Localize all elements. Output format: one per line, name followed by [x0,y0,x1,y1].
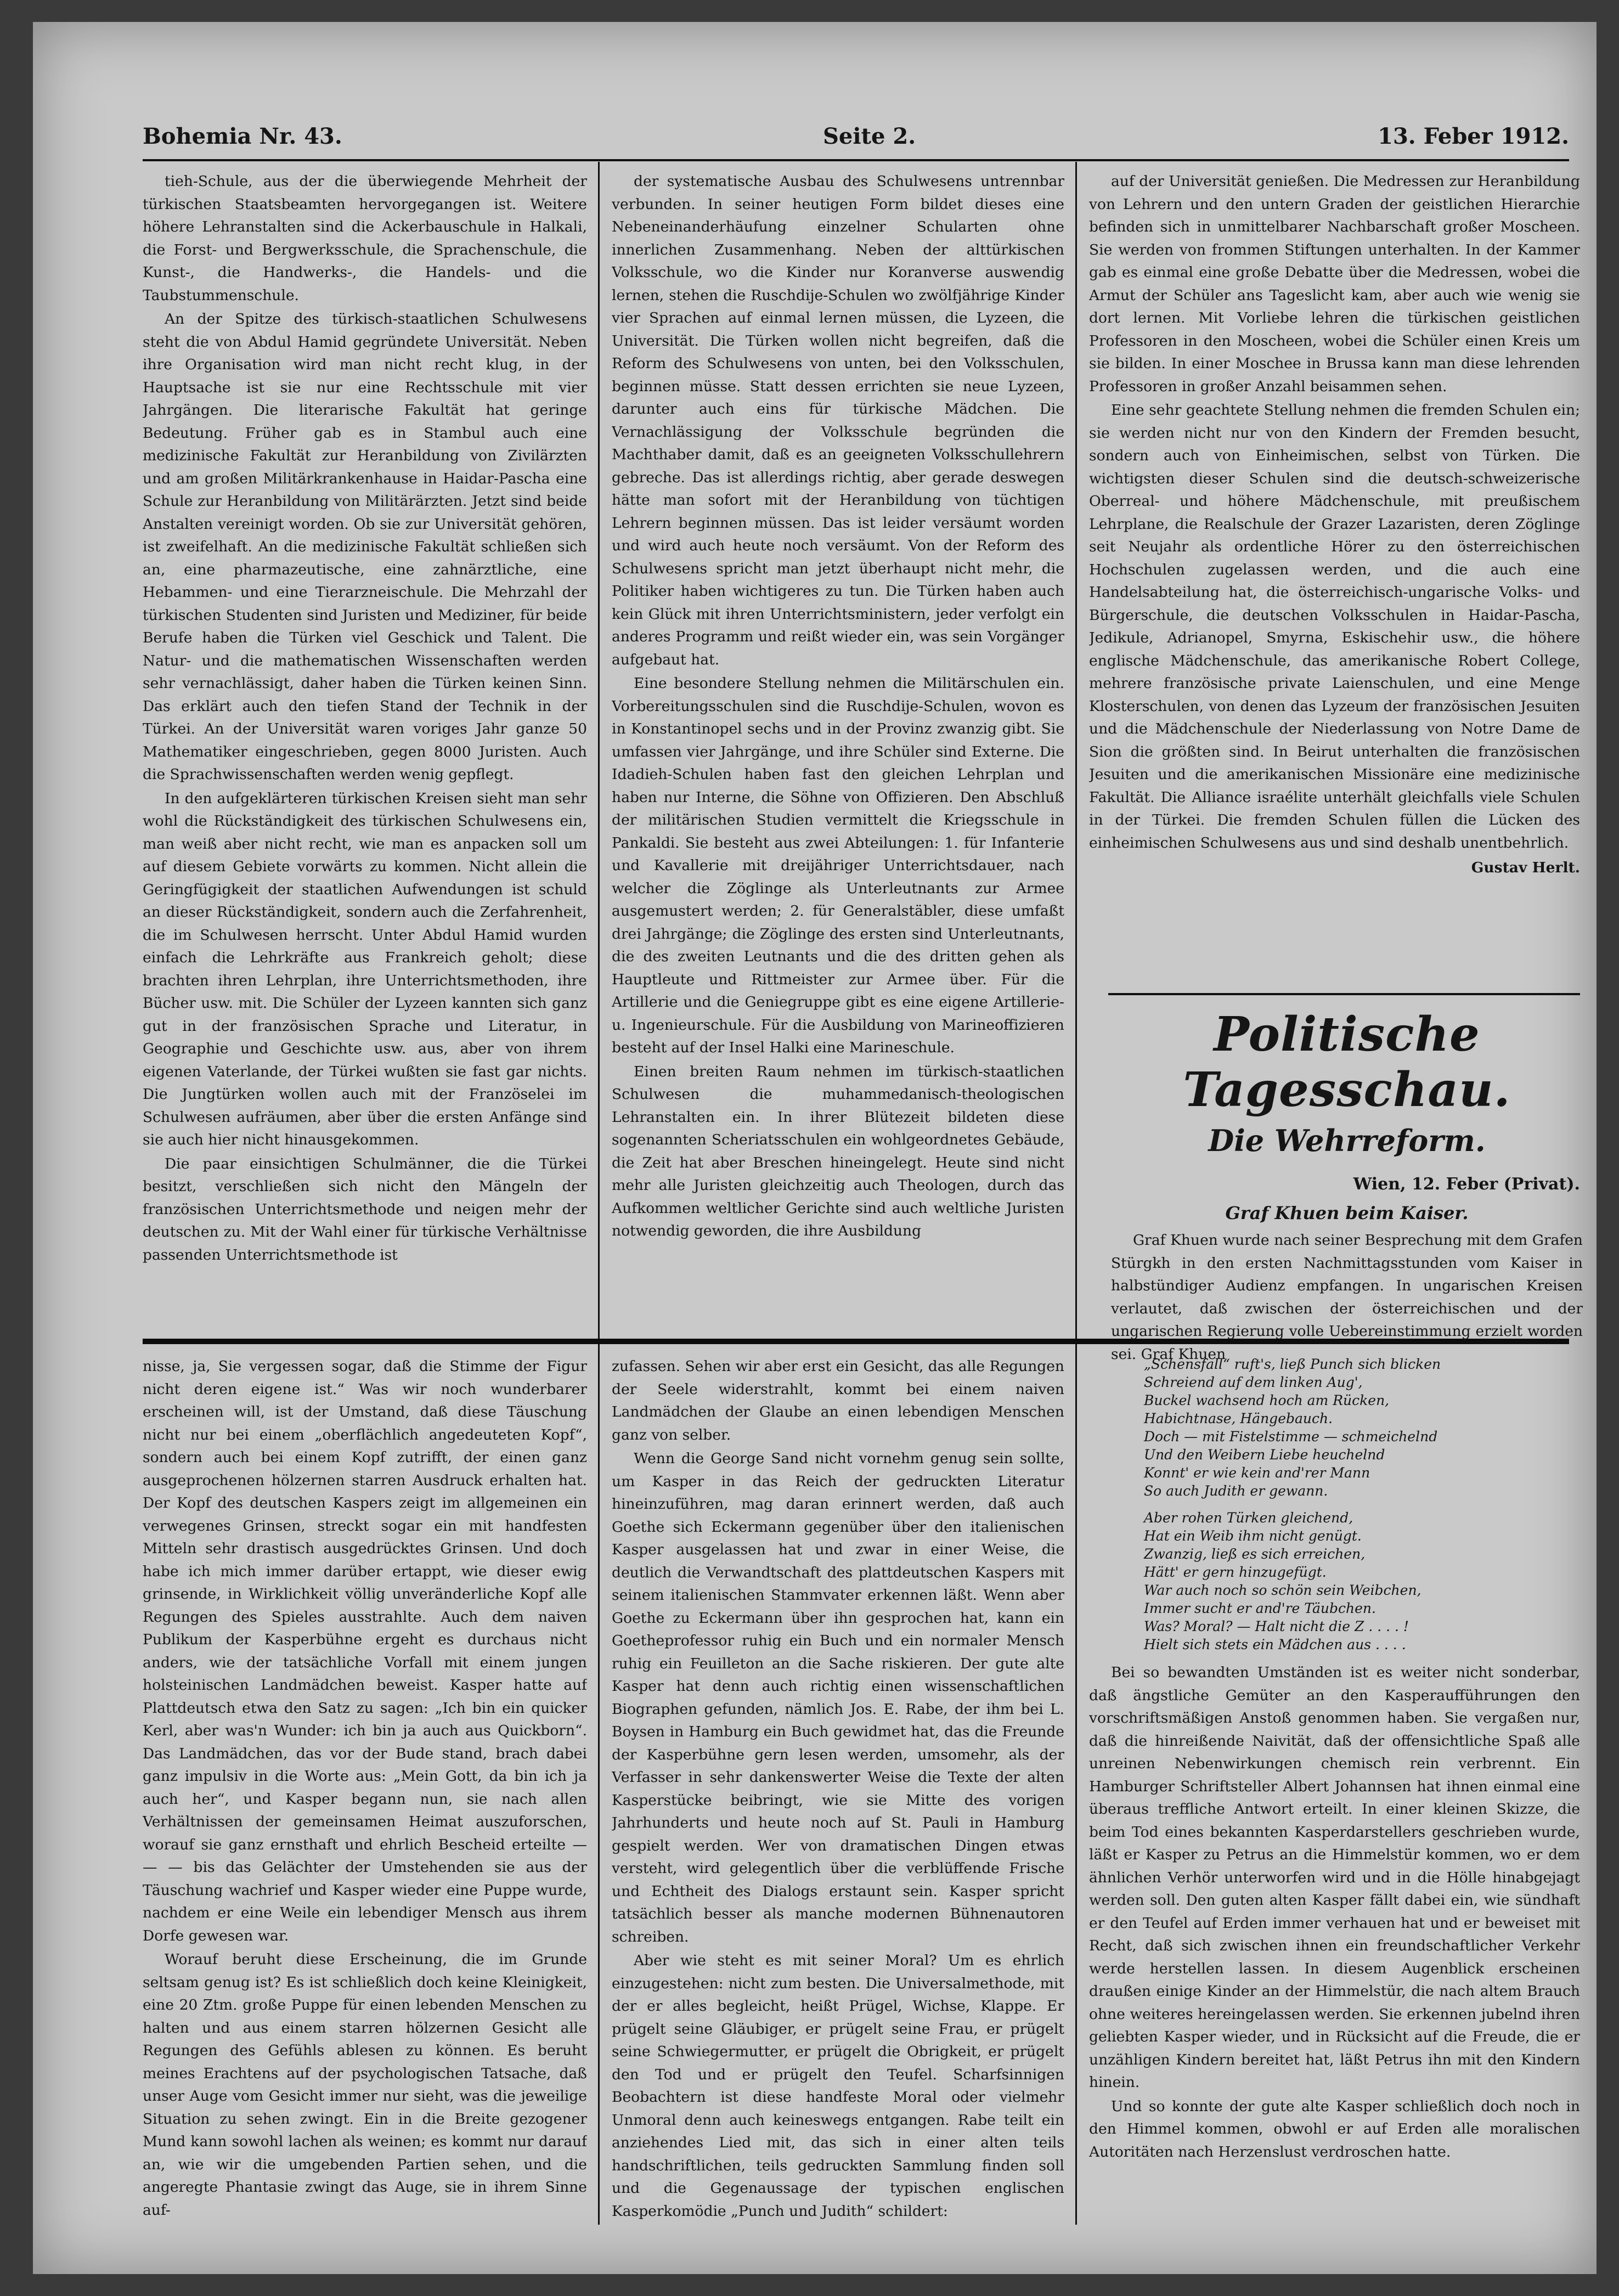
verse-line: Schreiend auf dem linken Aug', [1144,1374,1363,1390]
column-rule-2 [1075,162,1077,2225]
poem [1089,1355,1580,1654]
newspaper-page [33,22,1597,2274]
paragraph: Die paar einsichtigen Schulmänner, die die Türkei besitzt, verschließen sich nicht den Mängeln der französischen Unterrichtsmethode und neigen mehr der deutschen zu. Mit der Wahl einer für türkische Verhältnisse passenden Unterrichtsmethode ist [143,1155,587,1263]
section-subtitle: Die Wehrreform. [1208,1123,1486,1158]
verse-line: Buckel wachsend hoch am Rücken, [1144,1392,1390,1408]
bottom-column-1 [143,1355,587,2233]
verse-line: Hat ein Weib ihm nicht genügt. [1144,1528,1362,1544]
paragraph: nisse, ja, Sie vergessen sogar, daß die Stimme der Figur nicht deren eigene ist.“ Was wir noch wunderbarer erscheinen will, ist der Umstand, daß diese Täuschung nicht nur bei einem „oberflächlich angedeuteten Kopf“, sondern auch bei einem Kopf zutrifft, der einen ganz ausgeprochenen hölzernen starren Ausdruck erhalten hat. Der Kopf des deutschen Kaspers zeigt im allgemeinen ein verwegenes Grinsen, streckt sogar ein mit handfesten Mitteln sehr drastisch ausgedrücktes Grinsen. Und doch habe ich mich immer darüber ertappt, wie dieser ewig grinsende, in Wirklichkeit völlig unveränderliche Kopf alle Regungen des Spieles ausstrahlte. Auch dem naiven Publikum der Kasperbühne ergeht es durchaus nicht anders, wie der tatsächliche Vorfall mit einem jungen holsteinischen Landmädchen beweist. Kasper hatte auf Plattdeutsch etwa den Satz zu sagen: „Ich bin ein quicker Kerl, aber was'n Wunder: ich bin ja auch aus Quickborn“. Das Landmädchen, das vor der Bude stand, brach dabei ganz impulsiv in die Worte aus: „Mein Gott, da bin ich ja auch her“, und Kasper begann nun, sie nach allen Verhältnissen der gemeinsamen Heimat auszuforschen, worauf sie ganz ernsthaft und ehrlich Bescheid erteilte — — — bis das Gelächter der Umstehenden sie aus der Täuschung wachrief und Kasper wieder eine Puppe wurde, nachdem er eine Weile ein lebendiger Mensch aus ihrem Dorfe gewesen war. [143,1358,587,1944]
bottom-column-2 [612,1355,1064,2233]
verse-line: Aber rohen Türken gleichend, [1144,1510,1353,1526]
paragraph: Bei so bewandten Umständen ist es weiter nicht sonderbar, daß ängstliche Gemüter an den Kasperaufführungen den vorschriftsmäßigen Anstoß genommen haben. Sie vergaßen nur, daß die hinreißende Naivität, daß der offensichtliche Spaß alle unreinen Nebenwirkungen chemisch rein verbrennt. Ein Hamburger Schriftsteller Albert Johannsen hat ihnen einmal eine überaus treffliche Antwort erteilt. In einer kleinen Skizze, die beim Tod eines bekannten Kasperdarstellers geschrieben wurde, läßt er Kasper zu Petrus an die Himmelstür kommen, wo er dem ähnlichen Verhör unterworfen wird und in die Hölle hinabgejagt werden soll. Den guten alten Kasper fällt dabei ein, wie sündhaft er den Teufel auf Erden immer verhauen hat und er beweiset mit Recht, daß sich zwischen ihnen ein freundschaftlicher Verkehr werde herstellen lassen. In diesem Augenblick erscheinen draußen einige Kinder an der Himmelstür, die nach altem Brauch ohne weiteres hereingelassen werden. Sie erkennen jubelnd ihren geliebten Kasper wieder, und in Rücksicht auf die Freude, die er unzähligen Kindern bereitet hat, läßt Petrus ihn mit den Kindern hinein. [1089,1664,1580,2091]
header-date: 13. Feber 1912. [1378,123,1569,149]
bottom-column-3 [1089,1355,1580,2233]
verse-line: So auch Judith er gewann. [1144,1483,1328,1499]
paragraph: Wenn die George Sand nicht vornehm genug sein sollte, um Kasper in das Reich der gedruckten Literatur hineinzuführen, mag daran erinnert werden, daß auch Goethe sich Eckermann gegenüber über den italienischen Kasper ausgelassen hat und zwar in einer Weise, die deutlich die Verwandtschaft des plattdeutschen Kaspers mit seinem italienischen Stammvater erkennen läßt. Wenn aber Goethe zu Eckermann über ihn gesprochen hat, kann ein Goetheprofessor ruhig ein Buch und ein normaler Mensch ruhig ein Feuilleton an die Sache riskieren. Der gute alte Kasper hat denn auch richtig einen wissenschaftlichen Biographen gefunden, nämlich Jos. E. Rabe, der ihm bei L. Boysen in Hamburg ein Buch gewidmet hat, das die Freunde der Kasperbühne gern lesen werden, umsomehr, als der Verfasser in sehr dankenswerter Weise die Texte der alten Kasperstücke beibringt, wie sie Mitte des vorigen Jahrhunderts und heute noch auf St. Pauli in Hamburg gespielt werden. Wer von dramatischen Dingen etwas versteht, wird gelegentlich über die verblüffende Frische und Echtheit des Dialogs erstaunt sein. Kasper spricht tatsächlich besser als manche modernen Bühnenautoren schreiben. [612,1450,1064,1945]
verse-line: Hätt' er gern hinzugefügt. [1144,1564,1327,1580]
verse-line: Was? Moral? — Halt nicht die Z . . . . ! [1144,1618,1409,1634]
paragraph: Aber wie steht es mit seiner Moral? Um es ehrlich einzugestehen: nicht zum besten. Die Universalmethode, mit der er alles begleicht, heißt Prügel, Wichse, Klappe. Er prügelt seine Gläubiger, er prügelt seine Frau, er prügelt seine Schwiegermutter, er prügelt die Obrigkeit, er prügelt den Tod und er prügelt den Teufel. Scharfsinnigen Beobachtern ist diese handfeste Moral oder vielmehr Unmoral denn auch keineswegs entgangen. Rabe teilt ein anziehendes Lied mit, das sich in einer alten teils handschriftlichen, teils gedruckten Sammlung finden soll und die Gegenaussage der typischen englischen Kasperkomödie „Punch und Judith“ schildert: [612,1952,1064,2220]
paragraph: Eine sehr geachtete Stellung nehmen die fremden Schulen ein; sie werden nicht nur von den Kindern der Fremden besucht, sondern auch von Einheimischen, selbst von Türken. Die wichtigsten dieser Schulen sind die deutsch-schweizerische Oberreal- und höhere Mädchenschule, mit preußischem Lehrplane, die Realschule der Grazer Lazaristen, deren Zöglinge seit Neujahr als ordentliche Hörer zu den österreichischen Hochschulen zugelassen werden, und die auch eine Handelsabteilung hat, die österreichisch-ungarische Volks- und Bürgerschule, die deutschen Volksschulen in Haidar-Pascha, Jedikule, Adrianopel, Smyrna, Eskischehir usw., die höhere englische Mädchenschule, das amerikanische Robert College, mehrere französische private Laienschulen, und eine Menge Klosterschulen, von denen das Lyzeum der französischen Jesuiten und die Mädchenschule der Niederlassung von Notre Dame de Sion die größten sind. In Beirut unterhalten die französischen Jesuiten und die amerikanischen Missionäre eine medizinische Fakultät. Die Alliance israélite unterhält gleichfalls viele Schulen in der Türkei. Die fremden Schulen füllen die Lücken des einheimischen Schulwesens aus und sind deshalb unentbehrlich. [1089,402,1580,851]
politics-section [1108,996,1586,1363]
verse-line: Konnt' er wie kein and'rer Mann [1144,1465,1370,1481]
top-column-3 [1089,170,1580,990]
header-issue: Bohemia Nr. 43. [143,123,342,149]
paragraph: auf der Universität genießen. Die Medressen zur Heranbildung von Lehrern und den untern Graden der geistlichen Hierarchie befinden sich in unmittelbarer Nachbarschaft großer Moscheen. Sie werden von frommen Stiftungen unterhalten. In der Kammer gab es einmal eine große Debatte über die Medressen, wobei die Armut der Schüler ans Tageslicht kam, aber auch wie wenig sie dort lernen. Mit Vorliebe lehren die türkischen geistlichen Professoren in den Moscheen, wobei die Schüler einen Kreis um sie bilden. In einer Moschee in Brussa kann man diese lehrenden Professoren in großer Anzahl beisammen sehen. [1089,173,1580,395]
paragraph: An der Spitze des türkisch-staatlichen Schulwesens steht die von Abdul Hamid gegründete Universität. Neben ihre Organisation wird man nicht recht klug, in der Hauptsache ist sie nur eine Rechtsschule mit vier Jahrgängen. Die literarische Fakultät hat geringe Bedeutung. Früher gab es in Stambul auch eine medizinische Fakultät zur Heranbildung von Zivilärzten und am großen Militärkrankenhause in Haidar-Pascha eine Schule zur Heranbildung von Militärärzten. Jetzt sind beide Anstalten vereinigt worden. Ob sie zur Universität gehören, ist zweifelhaft. An die medizinische Fakultät schließen sich an, eine pharmazeutische, eine zahnärztliche, eine Hebammen- und eine Tierarzneischule. Die Mehrzahl der türkischen Studenten sind Juristen und Mediziner, für beide Berufe haben die Türken viel Geschick und Talent. Die Natur- und die mathematischen Wissenschaften werden sehr vernachlässigt, daher haben die Türken keinen Sinn. Das erklärt auch den tiefen Stand der Technik in der Türkei. An der Universität waren voriges Jahr ganze 50 Mathematiker eingeschrieben, gegen 8000 Juristen. Auch die Sprachwissenschaften werden wenig gepflegt. [143,311,587,783]
paragraph: tieh-Schule, aus der die überwiegende Mehrheit der türkischen Staatsbeamten hervorgegangen ist. Weitere höhere Lehranstalten sind die Ackerbauschule in Halkali, die Forst- und Bergwerksschule, die Sprachenschule, die Kunst-, die Handwerks-, die Handels- und die Taubstummenschule. [143,173,587,304]
top-column-2 [612,170,1064,1333]
verse-line: Doch — mit Fistelstimme — schmeichelnd [1144,1429,1438,1445]
column-rule-1 [598,162,600,2225]
article-headline: Graf Khuen beim Kaiser. [1225,1203,1469,1223]
dateline: Wien, 12. Feber (Privat). [1353,1175,1580,1194]
paragraph: In den aufgeklärteren türkischen Kreisen sieht man sehr wohl die Rückständigkeit des türkischen Schulwesens ein, man weiß aber nicht recht, wie man es anpacken soll um auf diesem Gebiete vorwärts zu kommen. Nicht allein die Geringfügigkeit der staatlichen Aufwendungen ist schuld an dieser Rückständigkeit, sondern auch die Zerfahrenheit, die im Schulwesen herrscht. Unter Abdul Hamid wurden einfach die Lehrkräfte aus Frankreich geholt; diese brachten ihren Lehrplan, ihre Unterrichtsmethoden, ihre Bücher usw. mit. Die Schüler der Lyzeen kannten sich ganz gut in der französischen Sprache und Literatur, in Geographie und Geschichte usw. aus, aber von ihrem eigenen Vaterlande, der Türkei wußten sie fast gar nichts. Die Jungtürken wollen auch mit der Französelei im Schulwesen aufräumen, aber über die ersten Anfänge sind sie auch hier nicht hinausgekommen. [143,789,587,1148]
paragraph: der systematische Ausbau des Schulwesens untrennbar verbunden. In seiner heutigen Form bildet dieses eine Nebeneinanderhäufung einzelner Schularten ohne innerlichen Zusammenhang. Neben der alttürkischen Volksschule, wo die Kinder nur Koranverse auswendig lernen, stehen die Ruschdije-Schulen wo zwölfjährige Kinder vier Sprachen auf einmal lernen müssen, die Lyzeen, die Universität. Die Türken wollen nicht begreifen, daß die Reform des Schulwesens von unten, bei den Volksschulen, beginnen müsse. Statt dessen errichten sie neue Lyzeen, darunter auch eins für türkische Mädchen. Die Vernachlässigung der Volksschule begründen die Machthaber damit, daß es an geeigneten Volksschullehrern gebreche. Das ist allerdings richtig, aber gerade deswegen hätte man sofort mit der Heranbildung von tüchtigen Lehrern beginnen müssen. Das ist leider versäumt worden und wird auch heute noch versäumt. Von der Reform des Schulwesens spricht man jetzt überhaupt nicht mehr, die Politiker haben wichtigeres zu tun. Die Türken haben auch kein Glück mit ihren Unterrichtsministern, jeder verfolgt ein anderes Programm und reißt wieder ein, was sein Vorgänger aufgebaut hat. [612,173,1064,668]
top-column-1 [143,170,587,1333]
section-title: Politische Tagesschau. [1183,1007,1511,1118]
paragraph: Und so konnte der gute alte Kasper schließlich doch noch in den Himmel kommen, obwohl er auf Erden alle moralischen Autoritäten nach Herzenslust verdroschen hatte. [1089,2097,1580,2160]
verse-line: „Schensfall“ ruft's, ließ Punch sich blicken [1144,1356,1441,1372]
paragraph: zufassen. Sehen wir aber erst ein Gesicht, das alle Regungen der Seele widerstrahlt, kommt bei einem naiven Landmädchen der Glaube an einen lebendigen Menschen ganz von selber. [612,1358,1064,1443]
paragraph: Einen breiten Raum nehmen im türkisch-staatlichen Schulwesen die muhammedanisch-theologischen Lehranstalten ein. In ihrer Blütezeit bildeten diese sogenannten Scheriatsschulen ein wohlgeordnetes Gebäude, die Zeit hat aber Breschen hineingelegt. Heute sind nicht mehr alle Juristen gleichzeitig auch Theologen, durch das Aufkommen weltlicher Gerichte sind auch weltliche Juristen notwendig geworden, die ihre Ausbildung [612,1063,1064,1239]
verse-line: Immer sucht er and're Täubchen. [1144,1600,1376,1616]
paragraph: Eine besondere Stellung nehmen die Militärschulen ein. Vorbereitungsschulen sind die Ruschdije-Schulen, wovon es in Konstantinopel sechs und in der Provinz zwanzig gibt. Sie umfassen vier Jahrgänge, und ihre Schüler sind Externe. Die Idadieh-Schulen haben fast den gleichen Lehrplan und haben nur Interne, die Söhne von Offizieren. Den Abschluß der militärischen Studien vermittelt die Kriegsschule in Pankaldi. Sie besteht aus zwei Abteilungen: 1. für Infanterie und Kavallerie mit dreijähriger Unterrichtsdauer, nach welcher die Zöglinge als Unterleutnants zur Armee ausgemustert werden; 2. für Generalstäbler, diese umfaßt drei Jahrgänge; die Zöglinge des ersten sind Unterleutnants, die des zweiten Leutnants und die des dritten gehen als Hauptleute und Rittmeister zur Armee über. Für die Artillerie und die Geniegruppe gibt es eine eigene Artillerie- u. Ingenieurschule. Für die Ausbildung von Marineoffizieren besteht auf der Insel Halki eine Marineschule. [612,675,1064,1056]
verse-line: Hielt sich stets ein Mädchen aus . . . . [1144,1637,1406,1652]
verse-line: Zwanzig, ließ es sich erreichen, [1144,1546,1366,1562]
page-header [143,123,1569,162]
header-page-number: Seite 2. [823,123,916,149]
article-lead: Graf Khuen wurde nach seiner Besprechung mit dem Grafen Stürgkh in den ersten Nachmittagsstunden vom Kaiser in halbstündiger Audienz empfangen. In ungarischen Kreisen verlautet, daß zwischen der österreichischen und der ungarischen Regierung volle Uebereinstimmung erzielt worden sei. Graf Khuen [1111,1232,1583,1363]
verse-line: Und den Weibern Liebe heuchelnd [1144,1447,1385,1463]
politics-rule-top [1108,993,1580,995]
author-signature: Gustav Herlt. [1471,859,1580,876]
paragraph: Worauf beruht diese Erscheinung, die im Grunde seltsam genug ist? Es ist schließlich doch keine Kleinigkeit, eine 20 Ztm. große Puppe für einen lebenden Menschen zu halten und aus einem starren hölzernen Gesicht alle Regungen des Gefühls ablesen zu können. Es beruht meines Erachtens auf der psychologischen Tatsache, daß unser Auge vom Gesicht immer nur sieht, was die jeweilige Situation zu sehen zwingt. Ein in die Breite gezogener Mund kann sowohl lachen als weinen; es kommt nur darauf an, wie wir die umgebenden Partien sehen, und die angeregte Phantasie zwingt das Auge, sie in ihrem Sinne auf- [143,1951,587,2219]
verse-line: Habichtnase, Hängebauch. [1144,1411,1333,1426]
verse-line: War auch noch so schön sein Weibchen, [1144,1582,1421,1598]
header-rule [143,159,1569,161]
